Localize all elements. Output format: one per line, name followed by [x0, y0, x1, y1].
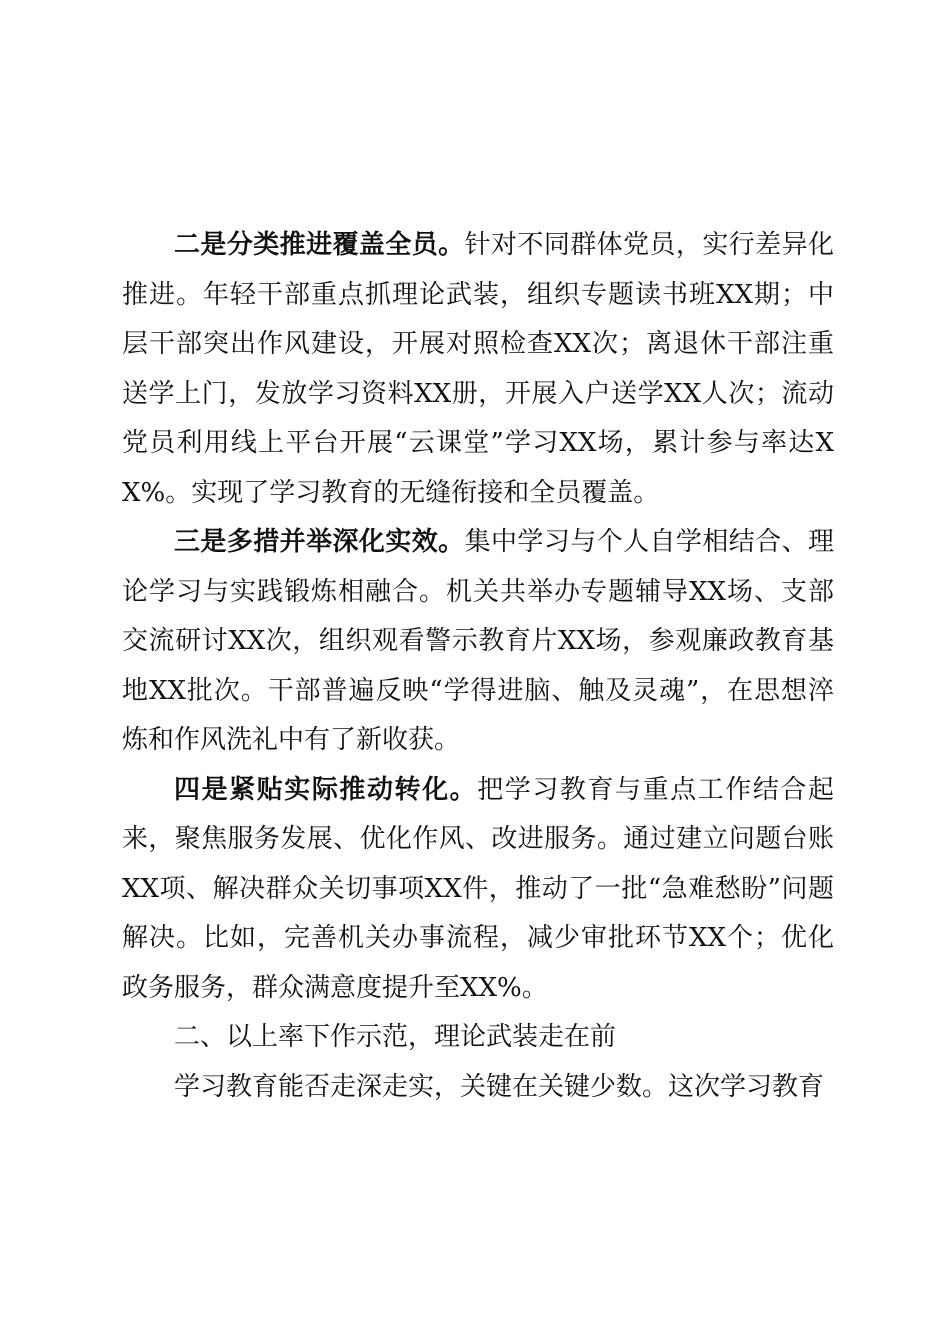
paragraph-lead: 四是紧贴实际推动转化。	[174, 774, 478, 805]
paragraph-body: 集中学习与个人自学相结合、理论学习与实践锻炼相融合。机关共举办专题辅导XX场、支部交流研讨XX次，组织观看警示教育片XX场，参观廉政教育基地XX批次。干部普遍反映“学得进脑、触及灵魂”，在思想淬炼和作风洗礼中有了新收获。	[122, 527, 834, 755]
paragraph-classified-coverage	[122, 221, 834, 518]
document-page	[122, 221, 834, 1112]
paragraph-final: 学习教育能否走深走实，关键在关键少数。这次学习教育	[174, 1071, 825, 1102]
paragraph-lead: 二是分类推进覆盖全员。	[174, 230, 465, 260]
section-heading: 二、以上率下作示范，理论武装走在前	[174, 1022, 617, 1052]
paragraph-body: 针对不同群体党员，实行差异化推进。年轻干部重点抓理论武装，组织专题读书班XX期；中层干部突出作风建设，开展对照检查XX次；离退休干部注重送学上门，发放学习资料XX册，开展入户送学XX人次；流动党员利用线上平台开展“云课堂”学习XX场，累计参与率达XX%。实现了学习教育的无缝衔接和全员覆盖。	[122, 230, 834, 508]
paragraph-body: 把学习教育与重点工作结合起来，聚焦服务发展、优化作风、改进服务。通过建立问题台账XX项、解决群众关切事项XX件，推动了一批“急难愁盼”问题解决。比如，完善机关办事流程，减少审批环节XX个；优化政务服务，群众满意度提升至XX%。	[122, 774, 834, 1003]
paragraph-multiple-measures	[122, 518, 834, 766]
paragraph-practical-transformation	[122, 766, 834, 1014]
paragraph-lead: 三是多措并举深化实效。	[174, 527, 465, 557]
